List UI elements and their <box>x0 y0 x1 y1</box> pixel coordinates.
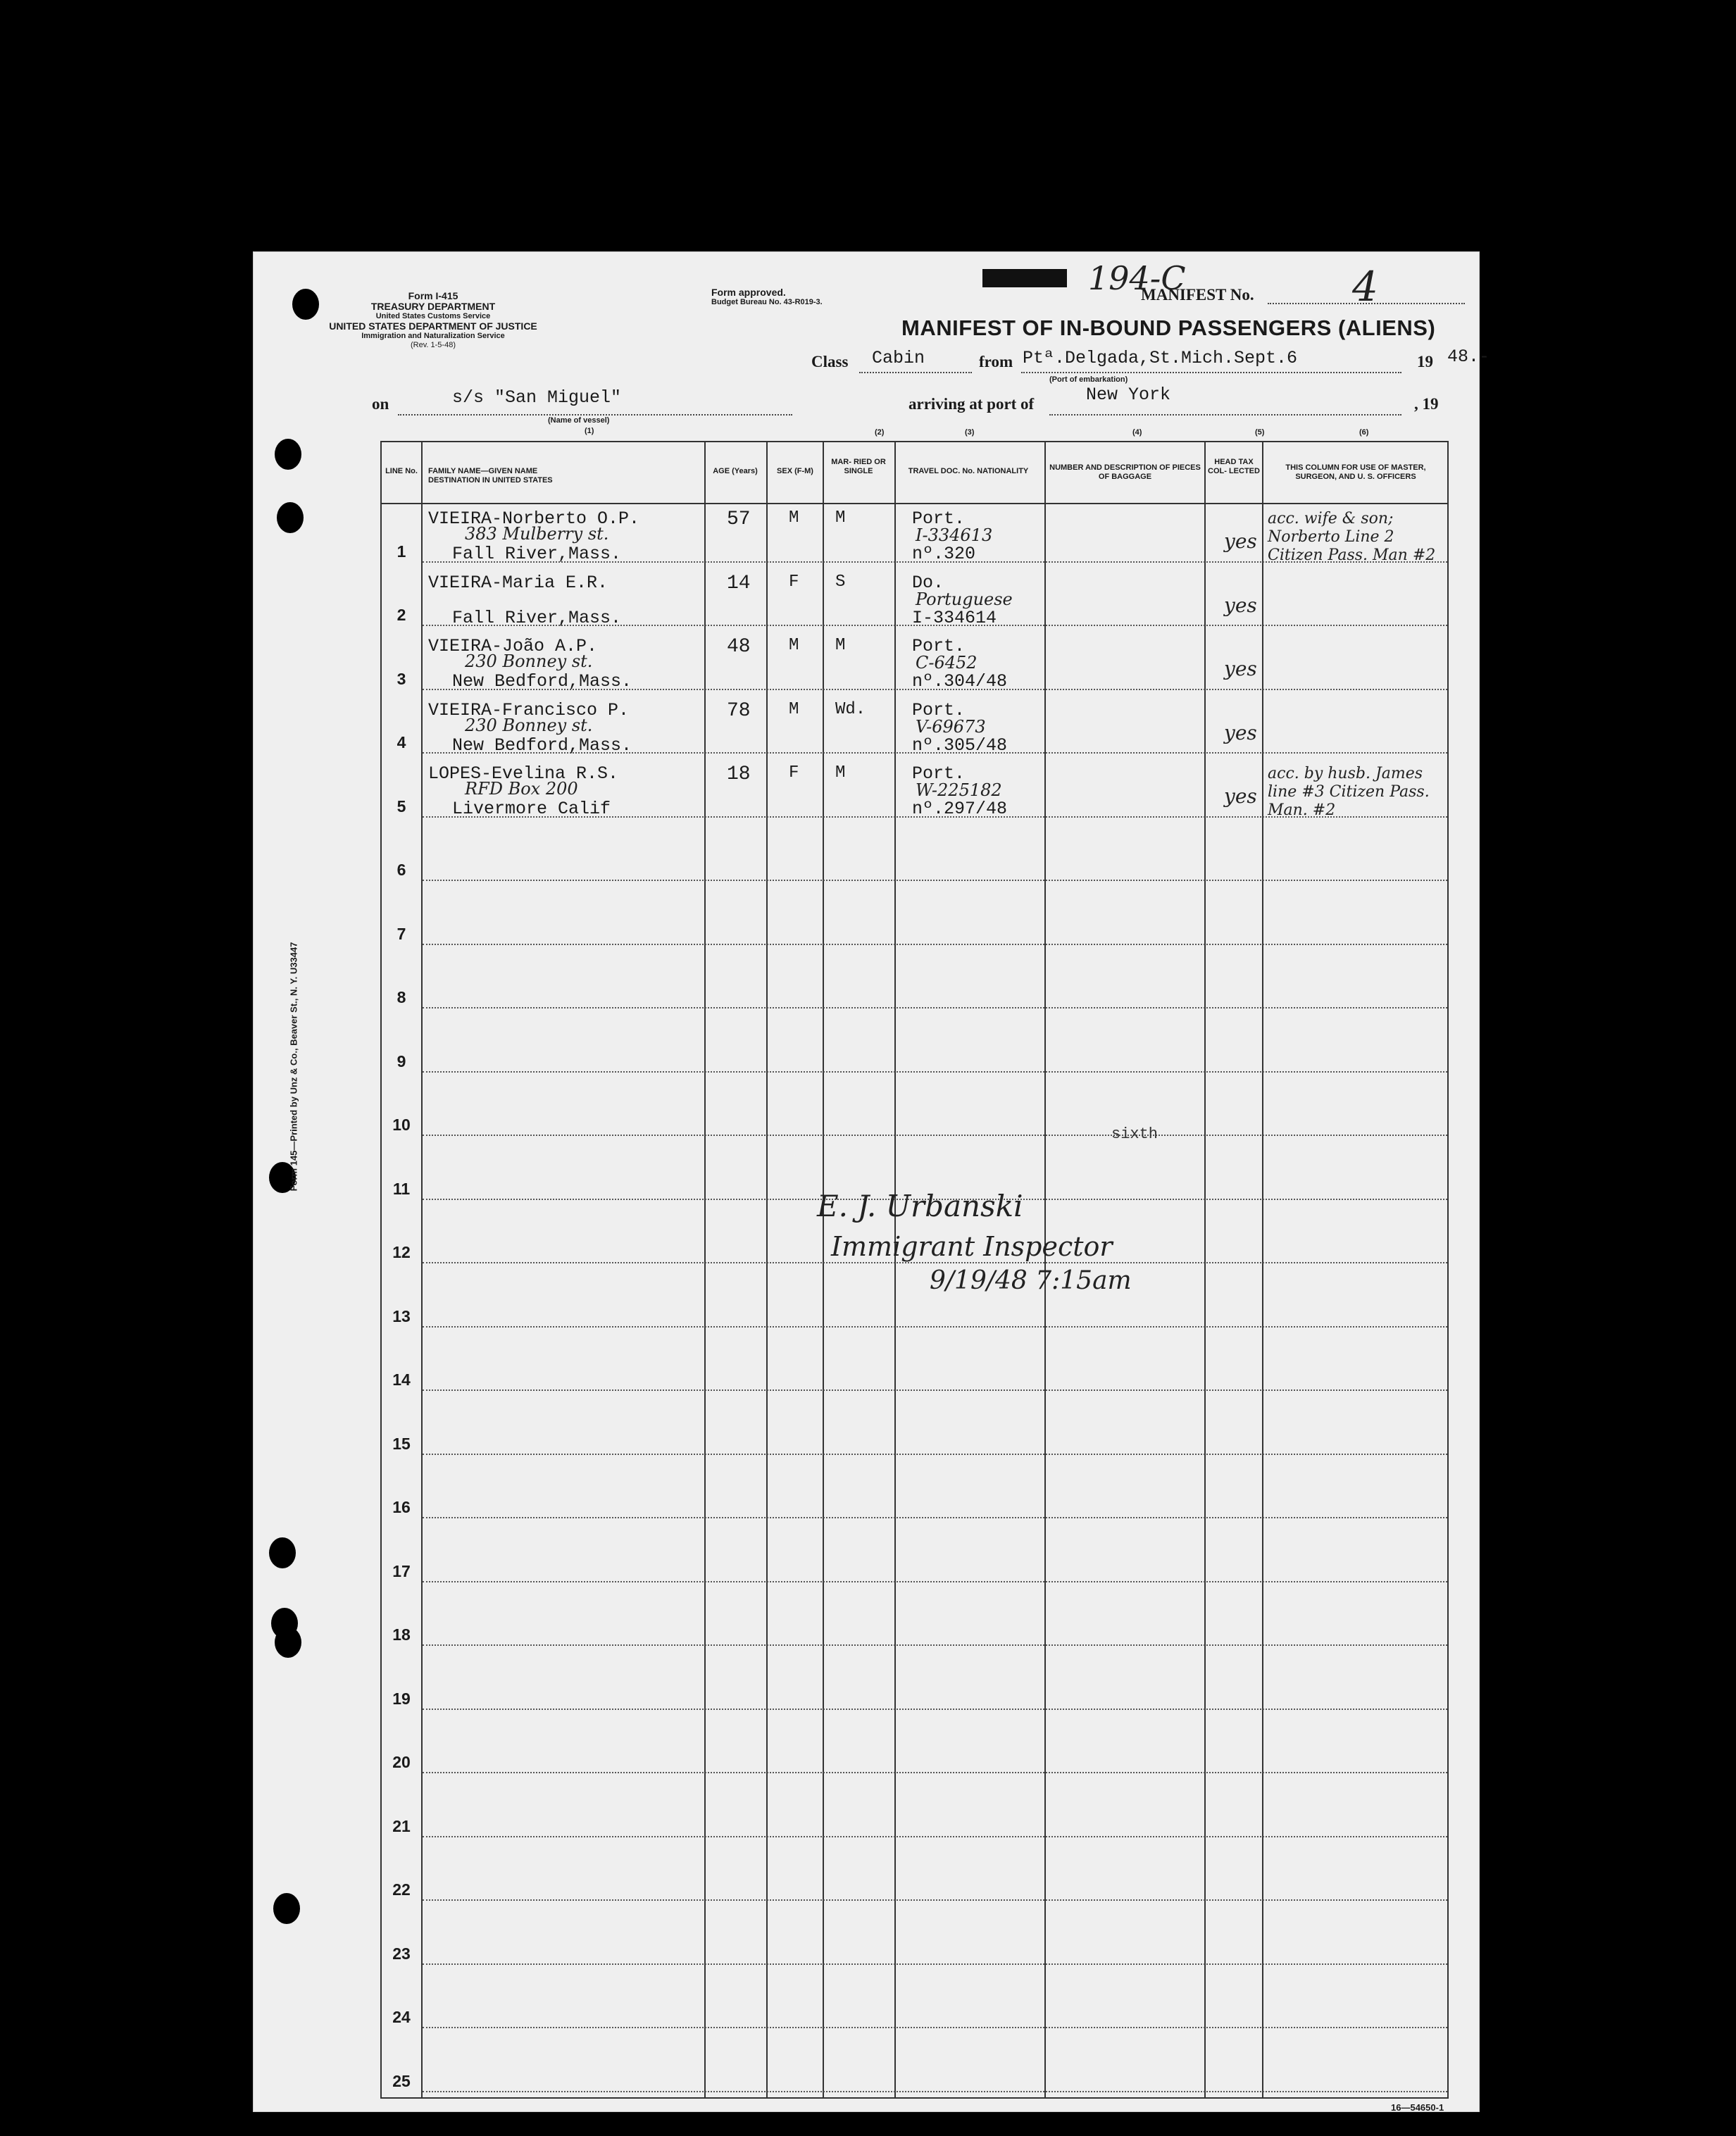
row-rule <box>423 1135 1447 1136</box>
row-rule <box>423 1389 1447 1391</box>
row-rule <box>423 1644 1447 1646</box>
row-rule <box>423 1709 1447 1710</box>
travel-doc-number: W-225182 <box>916 780 1002 800</box>
row-number: 13 <box>392 1306 411 1325</box>
passenger-age: 14 <box>727 572 751 594</box>
col-married: MAR- RIED OR SINGLE <box>831 458 886 475</box>
row-number: 4 <box>396 733 406 751</box>
class-value: Cabin <box>872 348 925 368</box>
col-age: AGE (Years) <box>713 467 758 475</box>
col-line-no: LINE No. <box>385 467 418 475</box>
passenger-address: RFD Box 200 <box>465 779 578 799</box>
binder-hole <box>292 289 319 320</box>
row-number: 1 <box>396 542 406 561</box>
passenger-sex: F <box>789 763 799 782</box>
row-rule <box>423 2091 1447 2092</box>
passenger-name: VIEIRA-Maria E.R. <box>428 572 608 593</box>
officer-note: acc. by husb. James line #3 Citizen Pass. Man. #2 <box>1268 765 1430 819</box>
passenger-name: VIEIRA-João A.P. <box>428 636 598 656</box>
manifest-page <box>254 252 1490 2113</box>
binder-hole <box>277 502 304 533</box>
row-number: 15 <box>392 1434 411 1453</box>
redaction-block <box>982 269 1067 287</box>
form-header-block <box>317 291 549 350</box>
row-number: 18 <box>392 1625 411 1644</box>
col-num-4: (4) <box>1132 428 1142 437</box>
head-tax-collected: yes <box>1224 720 1257 744</box>
inspection-datetime: 9/19/48 7:15am <box>930 1266 1132 1295</box>
row-number: 6 <box>396 861 406 879</box>
passenger-destination: New Bedford,Mass. <box>452 671 632 692</box>
head-tax-collected: yes <box>1224 593 1257 617</box>
passenger-destination: Fall River,Mass. <box>452 607 622 628</box>
passenger-marital: M <box>835 636 846 655</box>
travel-doc-type: Port. <box>912 763 966 784</box>
passenger-sex: M <box>789 636 799 655</box>
binder-hole <box>275 1627 301 1658</box>
manifest-number-value: 4 <box>1352 263 1378 311</box>
travel-doc-ref: I-334614 <box>912 607 997 628</box>
row-number: 2 <box>396 606 406 624</box>
passenger-age: 57 <box>727 508 751 530</box>
row-number: 16 <box>392 1498 411 1516</box>
col-sex: SEX (F-M) <box>777 467 813 475</box>
vessel-caption: (Name of vessel) <box>548 416 610 425</box>
row-number: 5 <box>396 797 406 816</box>
revision-date: (Rev. 1-5-48) <box>411 341 456 349</box>
passenger-name: VIEIRA-Francisco P. <box>428 699 630 720</box>
head-tax-collected: yes <box>1224 530 1257 553</box>
justice-dept: UNITED STATES DEPARTMENT OF JUSTICE <box>329 320 537 332</box>
binder-hole <box>275 439 301 470</box>
col-num-6: (6) <box>1359 428 1369 437</box>
passenger-marital: Wd. <box>835 699 866 719</box>
row-rule <box>423 1326 1447 1328</box>
row-number: 3 <box>396 669 406 688</box>
travel-doc-ref: nº.320 <box>912 544 976 564</box>
row-number: 17 <box>392 1561 411 1580</box>
row-rule <box>423 2027 1447 2028</box>
on-label: on <box>372 395 389 413</box>
travel-doc-type: Port. <box>912 699 966 720</box>
row-rule <box>423 1071 1447 1073</box>
row-number: 25 <box>392 2071 411 2090</box>
row-number: 23 <box>392 1944 411 1963</box>
row-rule <box>423 1007 1447 1008</box>
passenger-destination: New Bedford,Mass. <box>452 735 632 756</box>
row-number: 24 <box>392 2008 411 2026</box>
travel-doc-type: Do. <box>912 572 944 593</box>
passenger-marital: M <box>835 763 846 782</box>
row-number: 14 <box>392 1370 411 1389</box>
head-tax-collected: yes <box>1224 785 1257 808</box>
col-officers: THIS COLUMN FOR USE OF MASTER, SURGEON, AND U. S. OFFICERS <box>1285 463 1426 481</box>
row-rule <box>423 1581 1447 1582</box>
ins-service: Immigration and Naturalization Service <box>361 332 505 340</box>
port-of-embarkation: Ptª.Delgada,St.Mich.Sept.6 <box>1023 348 1298 368</box>
officer-note: acc. wife & son; Norberto Line 2 Citizen Pass. Man #2 <box>1268 510 1436 564</box>
row-number: 10 <box>392 1116 411 1134</box>
row-rule <box>423 1963 1447 1965</box>
vessel-name: s/s "San Miguel" <box>452 387 622 408</box>
row-number: 19 <box>392 1689 411 1708</box>
passenger-age: 48 <box>727 636 751 658</box>
travel-doc-type: Port. <box>912 508 966 529</box>
bleed-through-text: sixth <box>1111 1125 1159 1143</box>
passenger-address: 230 Bonney st. <box>465 651 593 671</box>
passenger-age: 78 <box>727 699 751 722</box>
travel-doc-type: Port. <box>912 636 966 656</box>
travel-doc-number: V-69673 <box>916 716 986 737</box>
row-number: 9 <box>396 1051 406 1070</box>
row-number: 22 <box>392 1880 411 1899</box>
col-baggage: NUMBER AND DESCRIPTION OF PIECES OF BAGGAGE <box>1049 463 1201 481</box>
from-label: from <box>979 353 1013 370</box>
col-travel-doc: TRAVEL DOC. No. NATIONALITY <box>908 467 1029 475</box>
row-rule <box>423 1517 1447 1518</box>
travel-doc-ref: nº.297/48 <box>912 799 1008 819</box>
row-rule <box>423 1899 1447 1901</box>
budget-bureau-line: Budget Bureau No. 43-R019-3. <box>711 298 823 306</box>
arrival-port: New York <box>1086 385 1171 405</box>
row-number: 11 <box>392 1179 411 1198</box>
passenger-marital: S <box>835 572 846 592</box>
passenger-destination: Fall River,Mass. <box>452 544 622 564</box>
col-num-3: (3) <box>965 428 975 437</box>
inspector-signature: E. J. Urbanski <box>817 1189 1023 1223</box>
year-prefix: 19 <box>1417 353 1433 370</box>
travel-doc-ref: nº.304/48 <box>912 671 1008 692</box>
row-rule <box>423 1454 1447 1455</box>
row-rule <box>423 880 1447 881</box>
row-rule <box>423 1262 1447 1263</box>
manifest-number-handwritten: 194-C <box>1088 259 1186 297</box>
passenger-address: 230 Bonney st. <box>465 715 593 735</box>
row-rule <box>423 1772 1447 1773</box>
row-rule <box>423 1836 1447 1837</box>
row-rule <box>423 944 1447 945</box>
manifest-number-label: MANIFEST No. <box>1141 286 1254 304</box>
arriving-year: , 19 <box>1414 395 1439 413</box>
passenger-name: VIEIRA-Norberto O.P. <box>428 508 640 529</box>
passenger-name: LOPES-Evelina R.S. <box>428 763 619 784</box>
travel-doc-ref: nº.305/48 <box>912 735 1008 756</box>
arriving-label: arriving at port of <box>908 395 1035 413</box>
footer-code: 16—54650-1 <box>1391 2102 1444 2113</box>
binder-hole <box>269 1537 296 1568</box>
year-value: 48.- <box>1447 346 1490 367</box>
row-number: 8 <box>396 988 406 1006</box>
passenger-address: 383 Mulberry st. <box>465 524 609 544</box>
row-number: 12 <box>392 1243 411 1261</box>
vessel-caption-num: (1) <box>585 427 594 435</box>
row-number: 7 <box>396 924 406 943</box>
class-label: Class <box>811 353 849 370</box>
form-number: Form I-415 <box>408 290 458 301</box>
col-head-tax: HEAD TAX COL- LECTED <box>1208 458 1260 475</box>
embark-caption: (Port of embarkation) <box>1049 375 1128 384</box>
travel-doc-number: Portuguese <box>916 589 1013 609</box>
passenger-sex: M <box>789 508 799 527</box>
head-tax-collected: yes <box>1224 657 1257 680</box>
travel-doc-number: C-6452 <box>916 653 978 673</box>
form-approval <box>711 287 823 307</box>
col-name: FAMILY NAME—GIVEN NAME DESTINATION IN UNITED STATES <box>428 467 553 485</box>
treasury-dept: TREASURY DEPARTMENT <box>370 301 496 312</box>
travel-doc-number: I-334613 <box>916 525 993 545</box>
col-num-2: (2) <box>875 428 885 437</box>
row-number: 21 <box>392 1816 411 1835</box>
passenger-sex: M <box>789 699 799 719</box>
passenger-sex: F <box>789 572 799 592</box>
passenger-marital: M <box>835 508 846 527</box>
binder-hole <box>273 1893 300 1924</box>
approved-line: Form approved. <box>711 287 786 298</box>
passenger-age: 18 <box>727 763 751 785</box>
manifest-title: MANIFEST OF IN-BOUND PASSENGERS (ALIENS) <box>901 316 1436 340</box>
passenger-destination: Livermore Calif <box>452 799 611 819</box>
inspector-title: Immigrant Inspector <box>831 1231 1113 1262</box>
col-num-5: (5) <box>1255 428 1265 437</box>
printer-note: Form 145—Printed by Unz & Co., Beaver St., N. Y. U33447 <box>288 942 299 1192</box>
customs-service: United States Customs Service <box>375 312 491 320</box>
row-number: 20 <box>392 1753 411 1771</box>
